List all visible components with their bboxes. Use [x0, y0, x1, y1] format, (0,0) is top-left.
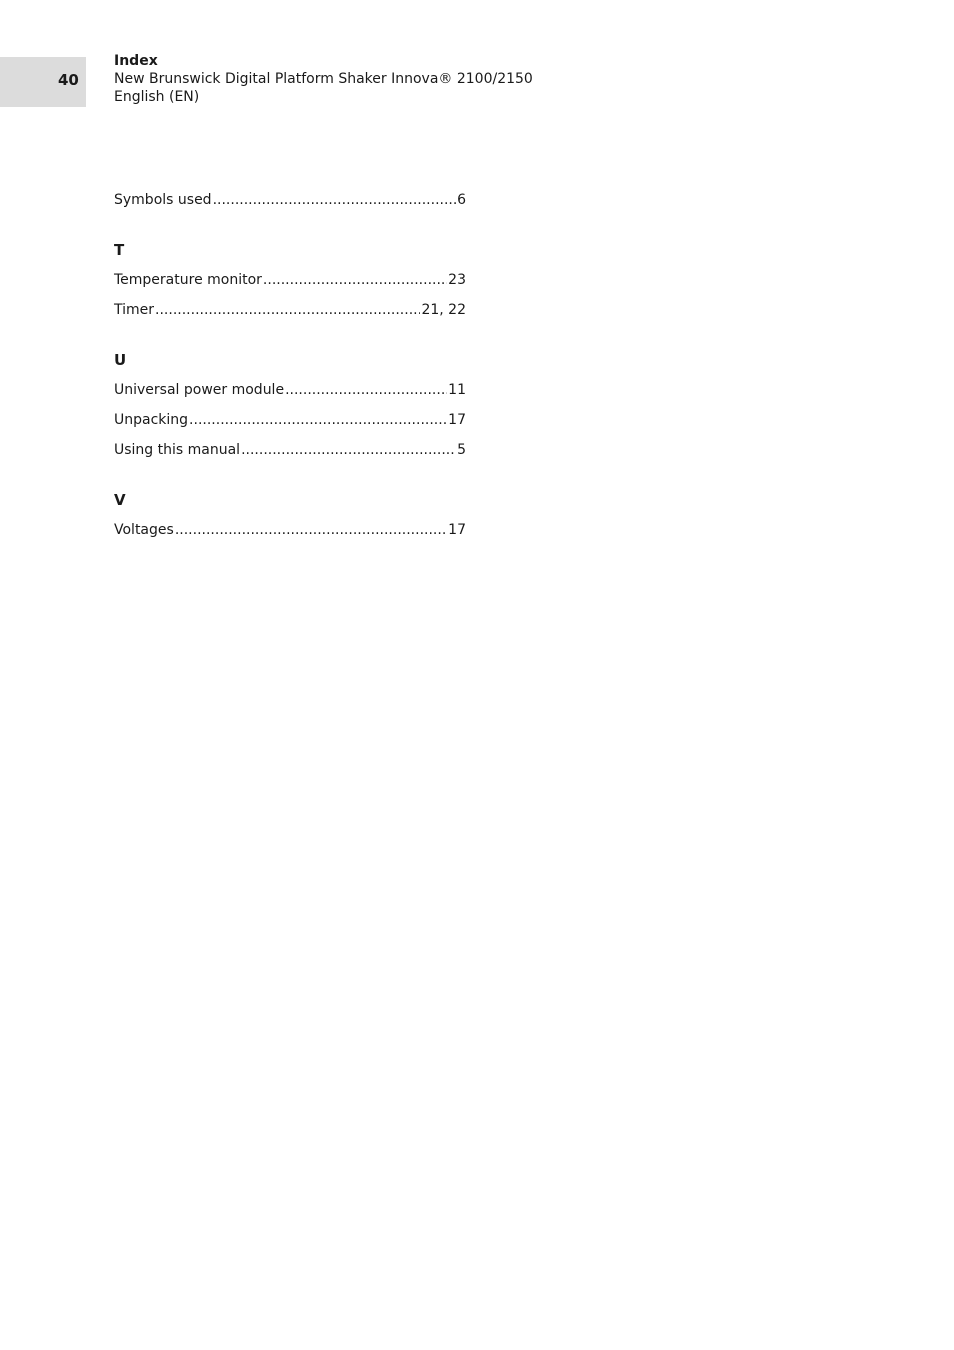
index-entry: [114, 440, 466, 470]
dot-leader: [263, 270, 447, 290]
index-term: Timer: [114, 302, 155, 318]
dot-leader: [175, 520, 447, 540]
dot-leader: [285, 380, 447, 400]
index-term: Using this manual: [114, 442, 241, 458]
index-letter-heading: U: [114, 351, 127, 369]
index-term: Universal power module: [114, 382, 285, 398]
index-pages: 17: [448, 522, 466, 538]
page-number: 40: [58, 71, 79, 89]
index-entry: [114, 190, 466, 220]
running-header: [114, 52, 533, 106]
index-entry: [114, 380, 466, 410]
index-list: [114, 190, 466, 550]
dot-leader: [155, 300, 420, 320]
index-term: Symbols used: [114, 192, 212, 208]
index-pages: 5: [457, 442, 466, 458]
index-entry: [114, 410, 466, 440]
index-term: Temperature monitor: [114, 272, 262, 288]
dot-leader: [213, 190, 457, 210]
index-letter-heading: T: [114, 241, 125, 259]
index-pages: 21, 22: [421, 302, 466, 318]
product-name: New Brunswick Digital Platform Shaker Innova® 2100/2150: [114, 71, 533, 87]
index-entry: [114, 520, 466, 550]
index-term: Unpacking: [114, 412, 189, 428]
index-pages: 6: [457, 192, 466, 208]
dot-leader: [241, 440, 456, 460]
document-language: English (EN): [114, 89, 200, 105]
index-pages: 17: [448, 412, 466, 428]
index-letter-heading: V: [114, 491, 126, 509]
dot-leader: [189, 410, 447, 430]
index-entry: [114, 270, 466, 300]
index-pages: 23: [448, 272, 466, 288]
index-term: Voltages: [114, 522, 174, 538]
index-pages: 11: [448, 382, 466, 398]
index-entry: [114, 300, 466, 330]
section-title: Index: [114, 53, 158, 69]
